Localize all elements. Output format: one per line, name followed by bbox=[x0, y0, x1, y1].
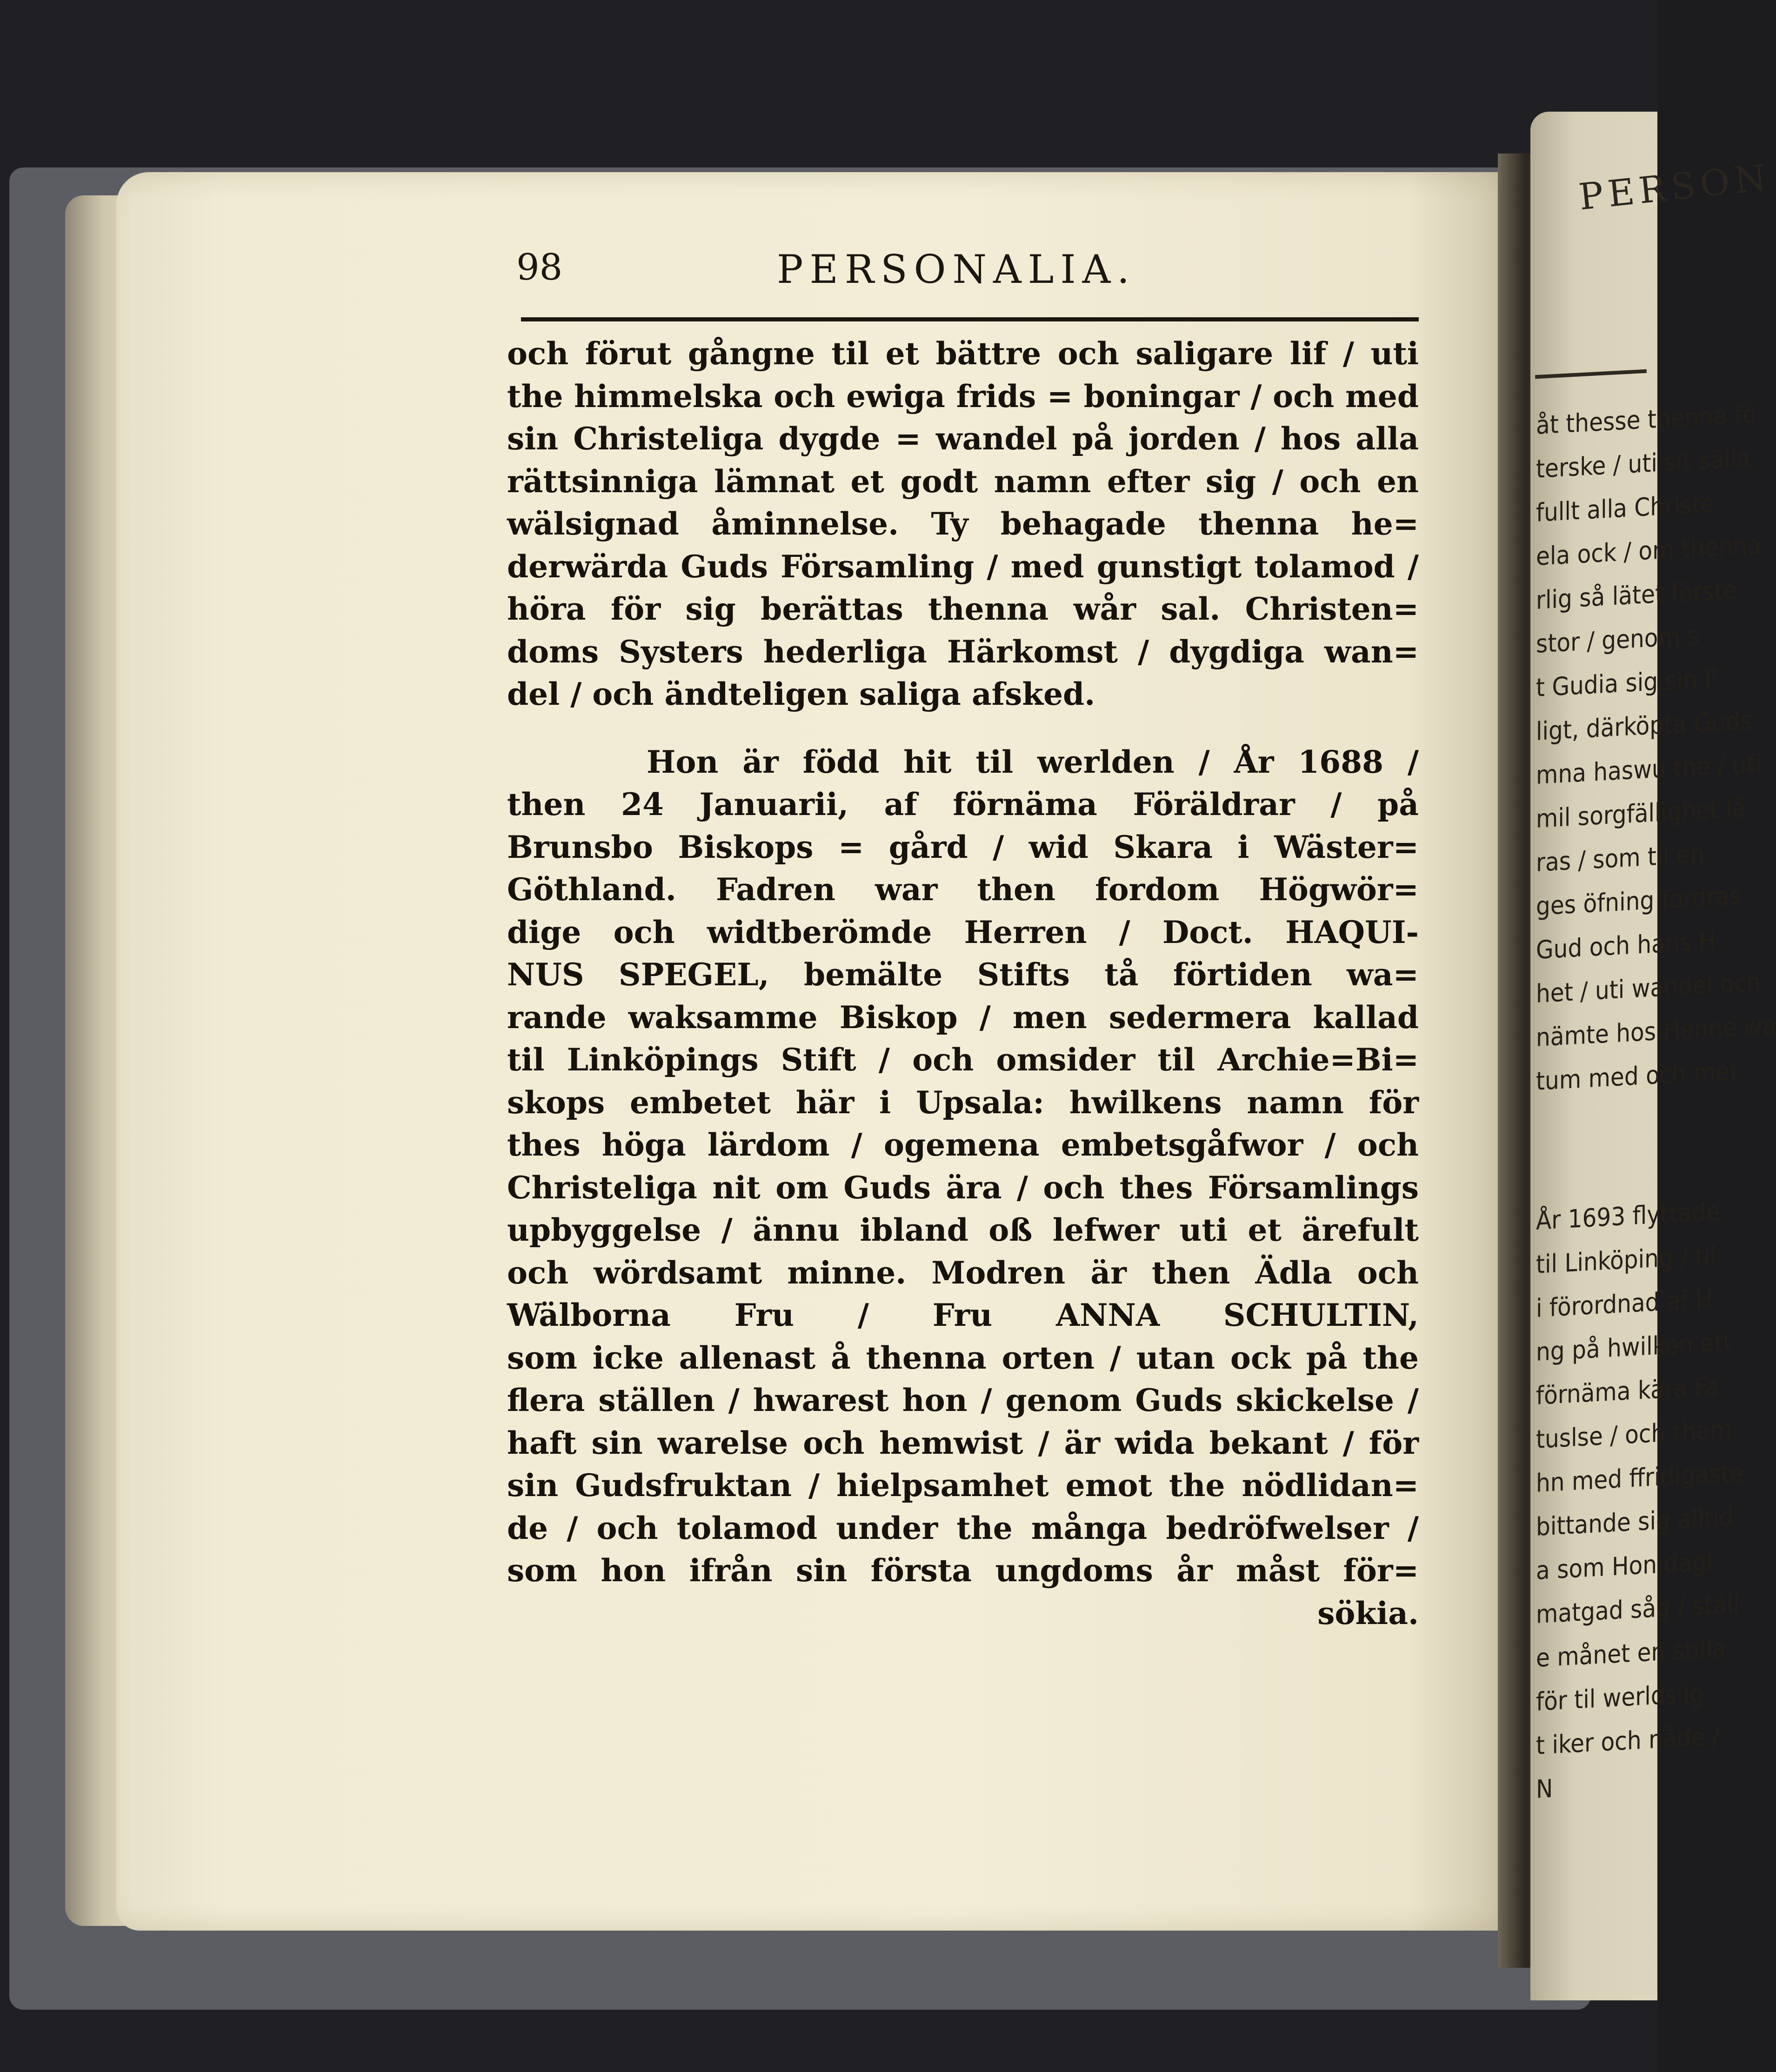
facing-page-line: a som Hon dagl bbox=[1536, 1546, 1713, 1585]
text-line: sin Christeliga dygde = wandel på jorden / hos alla bbox=[507, 421, 1419, 457]
facing-page-line: fullt alla Christe bbox=[1536, 488, 1715, 528]
text-line: Christeliga nit om Guds ära / och thes Församlings bbox=[507, 1169, 1419, 1206]
facing-page-line: förnäma kära Fa bbox=[1536, 1371, 1719, 1410]
facing-page-line: til Linköping / til bbox=[1536, 1240, 1716, 1279]
paragraph-1 bbox=[507, 333, 1419, 716]
text-line: Göthland. Fadren war then fordom Högwör= bbox=[507, 871, 1419, 908]
facing-page-line: mil sorgfällighet lä bbox=[1536, 793, 1746, 834]
facing-page-line: t iker och nåde / bbox=[1536, 1721, 1720, 1760]
facing-page-line: terske / uti sit sälla bbox=[1536, 443, 1751, 484]
text-line: upbyggelse / ännu ibland oß lefwer uti et ärefult bbox=[507, 1212, 1419, 1248]
text-line: the himmelska och ewiga frids = boningar / och med bbox=[507, 378, 1419, 414]
facing-page-line: ligt, därköpta Guds bbox=[1536, 705, 1752, 746]
facing-page-rule bbox=[1535, 369, 1647, 379]
facing-page-line: tum med och met bbox=[1536, 1056, 1739, 1096]
facing-page-line: stor / genom s bbox=[1536, 621, 1699, 659]
text-line: rande waksamme Biskop / men sedermera kallad bbox=[507, 999, 1419, 1036]
facing-page bbox=[1530, 112, 1776, 2000]
text-line: til Linköpings Stift / och omsider til Archie=Bi= bbox=[507, 1042, 1419, 1078]
facing-page-line: ras / som til en bbox=[1536, 839, 1705, 877]
paragraph-2 bbox=[507, 741, 1419, 1592]
facing-page-line: År 1693 flyttade bbox=[1536, 1196, 1720, 1236]
text-line: thes höga lärdom / ogemena embetsgåfwor / och bbox=[507, 1127, 1419, 1163]
text-line: som hon ifrån sin första ungdoms år måst för= bbox=[507, 1552, 1419, 1589]
text-line: Wälborna Fru / Fru ANNA SCHULTIN, bbox=[507, 1297, 1419, 1333]
page-header bbox=[516, 247, 1423, 298]
text-line: och wördsamt minne. Modren är then Ädla och bbox=[507, 1254, 1419, 1291]
facing-page-line: matgad såg / ställ bbox=[1536, 1589, 1740, 1629]
text-line: och förut gångne til et bättre och saligare lif / uti bbox=[507, 335, 1419, 372]
facing-page-line: ges öfning fordras bbox=[1536, 881, 1742, 921]
facing-page-line: nämte hos Henne wa bbox=[1536, 1010, 1776, 1052]
facing-page-line: för til werldslig bbox=[1536, 1678, 1704, 1717]
text-line: derwärda Guds Församling / med gunstigt tolamod / bbox=[507, 548, 1419, 585]
text-line: de / och tolamod under the många bedröfwelser / bbox=[507, 1510, 1419, 1546]
facing-page-header: PERSON bbox=[1577, 156, 1773, 219]
facing-page-line: het / uti wandel och bbox=[1536, 967, 1761, 1009]
facing-page-line: rlig så lätet förste bbox=[1536, 575, 1737, 615]
facing-page-column-top bbox=[1536, 396, 1776, 1103]
text-line: höra för sig berättas thenna wår sal. Christen= bbox=[507, 591, 1419, 627]
text-line: wälsignad åminnelse. Ty behagade thenna he= bbox=[507, 506, 1419, 542]
facing-page-line: ela ock / om thenna bbox=[1536, 530, 1761, 571]
facing-page-line: åt thesse thenna fö bbox=[1536, 399, 1756, 440]
text-line: del / och ändteligen saliga afsked. bbox=[507, 676, 1095, 712]
running-title: PERSONALIA. bbox=[777, 247, 1136, 292]
text-line: rättsinniga lämnat et godt namn efter sig / och en bbox=[507, 463, 1419, 500]
catchword: sökia. bbox=[1317, 1595, 1419, 1631]
text-line: sin Gudsfruktan / hielpsamhet emot the nödlidan= bbox=[507, 1467, 1419, 1504]
facing-page-line: bittande sig alltid bbox=[1536, 1502, 1734, 1542]
text-line: flera ställen / hwarest hon / genom Guds skickelse / bbox=[507, 1382, 1419, 1418]
text-line: doms Systers hederliga Härkomst / dygdiga wan= bbox=[507, 633, 1419, 670]
text-line: som icke allenast å thenna orten / utan ock på the bbox=[507, 1339, 1419, 1376]
facing-page-line: Gud och hans H bbox=[1536, 926, 1716, 965]
facing-page-line: e månet en stilla bbox=[1536, 1633, 1726, 1673]
paragraph-gap bbox=[507, 716, 1419, 741]
facing-page-line: mna haswu the / uti bbox=[1536, 749, 1762, 790]
header-rule bbox=[521, 317, 1419, 321]
text-line: NUS SPEGEL, bemälte Stifts tå förtiden wa= bbox=[507, 956, 1419, 993]
text-line: then 24 Januarii, af förnäma Föräldrar / på bbox=[507, 786, 1419, 822]
body-text bbox=[507, 333, 1419, 1635]
text-line: Hon är född hit til werlden / År 1688 / bbox=[647, 743, 1419, 780]
text-line: dige och widtberömde Herren / Doct. HAQUI- bbox=[507, 914, 1419, 950]
text-line: Brunsbo Biskops = gård / wid Skara i Wäster= bbox=[507, 829, 1419, 865]
page-number: 98 bbox=[516, 247, 563, 288]
facing-page-line: ng på hwilken ett bbox=[1536, 1327, 1732, 1367]
facing-page-line: tuslse / och them bbox=[1536, 1414, 1732, 1454]
facing-page-line: i förordnad af H bbox=[1536, 1284, 1713, 1323]
facing-page-line: N bbox=[1536, 1773, 1553, 1804]
facing-page-line: t Gudia sig sin F bbox=[1536, 663, 1718, 702]
facing-page-column-bottom bbox=[1536, 1192, 1744, 1811]
facing-page-line: hn med ffridigaste bbox=[1536, 1457, 1744, 1498]
text-line: haft sin warelse och hemwist / är wida bekant / för bbox=[507, 1424, 1419, 1461]
text-line: skops embetet här i Upsala: hwilkens namn för bbox=[507, 1084, 1419, 1121]
